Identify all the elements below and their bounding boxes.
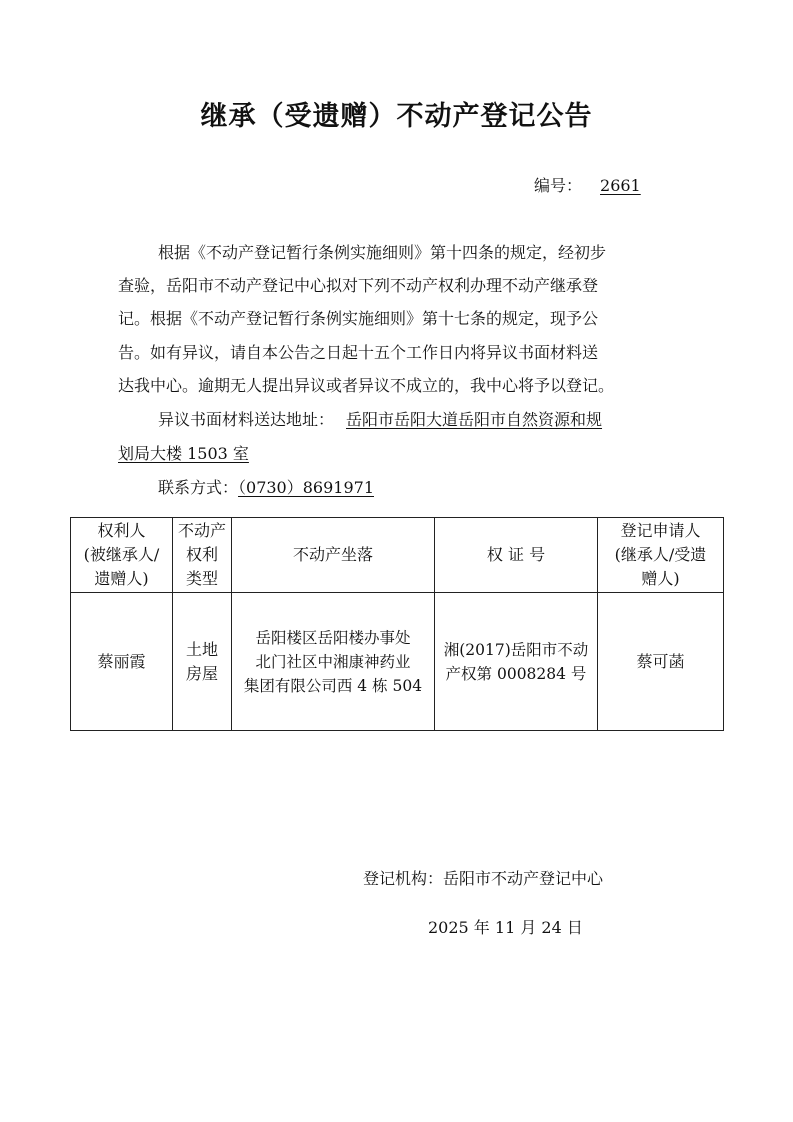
notice-date: 2025 年 11 月 24 日	[428, 918, 583, 937]
address-value-1: 岳阳市岳阳大道岳阳市自然资源和规	[346, 410, 603, 429]
header-applicant	[598, 518, 724, 593]
address-line-2	[118, 441, 249, 464]
address-value-2: 划局大楼 1503 室	[118, 444, 249, 463]
header-certificate-text: 权 证 号	[486, 545, 546, 564]
address-label: 异议书面材料送达地址：	[158, 410, 335, 429]
number-label: 编号：	[534, 176, 583, 195]
registration-table	[70, 517, 724, 731]
registration-org	[363, 866, 603, 889]
body-line-1: 根据《不动产登记暂行条例实施细则》第十四条的规定，经初步	[158, 243, 607, 262]
body-line-4: 告。如有异议，请自本公告之日起十五个工作日内将异议书面材料送	[118, 343, 599, 362]
header-right-holder-text: 权利人 (被继承人/ 遗赠人)	[83, 521, 160, 588]
body-line-2: 查验，岳阳市不动产登记中心拟对下列不动产权利办理不动产继承登	[118, 276, 599, 295]
cell-right-holder	[71, 593, 173, 731]
header-applicant-text: 登记申请人 (继承人/受遗 赠人)	[614, 521, 707, 588]
cell-right-holder-text: 蔡丽霞	[97, 651, 146, 671]
cell-location	[232, 593, 435, 731]
cell-certificate-text: 湘(2017)岳阳市不动 产权第 0008284 号	[443, 640, 589, 683]
notice-number	[534, 173, 641, 196]
org-value: 岳阳市不动产登记中心	[443, 869, 604, 888]
table-row	[71, 593, 724, 731]
header-right-type-text: 不动产 权利 类型	[177, 521, 226, 588]
cell-location-text: 岳阳楼区岳阳楼办事处 北门社区中湘康神药业 集团有限公司西 4 栋 504	[243, 628, 423, 695]
body-line-3: 记。根据《不动产登记暂行条例实施细则》第十七条的规定，现予公	[118, 309, 599, 328]
header-certificate	[435, 518, 598, 593]
contact-label: 联系方式：	[158, 478, 239, 497]
header-right-holder	[71, 518, 173, 593]
header-right-type	[173, 518, 232, 593]
contact-value: （0730）8691971	[238, 478, 374, 497]
body-line-5: 达我中心。逾期无人提出异议或者异议不成立的，我中心将予以登记。	[118, 376, 615, 395]
cell-certificate	[435, 593, 598, 731]
notice-title: 继承（受遗赠）不动产登记公告	[200, 101, 593, 132]
cell-applicant	[598, 593, 724, 731]
header-location-text: 不动产坐落	[292, 545, 373, 564]
address-line	[158, 407, 602, 430]
cell-right-type-text: 土地 房屋	[185, 639, 218, 683]
cell-applicant-text: 蔡可菡	[636, 651, 685, 671]
table-header-row	[71, 518, 724, 593]
number-value: 2661	[600, 176, 641, 195]
contact-line	[158, 475, 400, 498]
org-label: 登记机构：	[363, 869, 444, 888]
cell-right-type	[173, 593, 232, 731]
header-location	[232, 518, 435, 593]
